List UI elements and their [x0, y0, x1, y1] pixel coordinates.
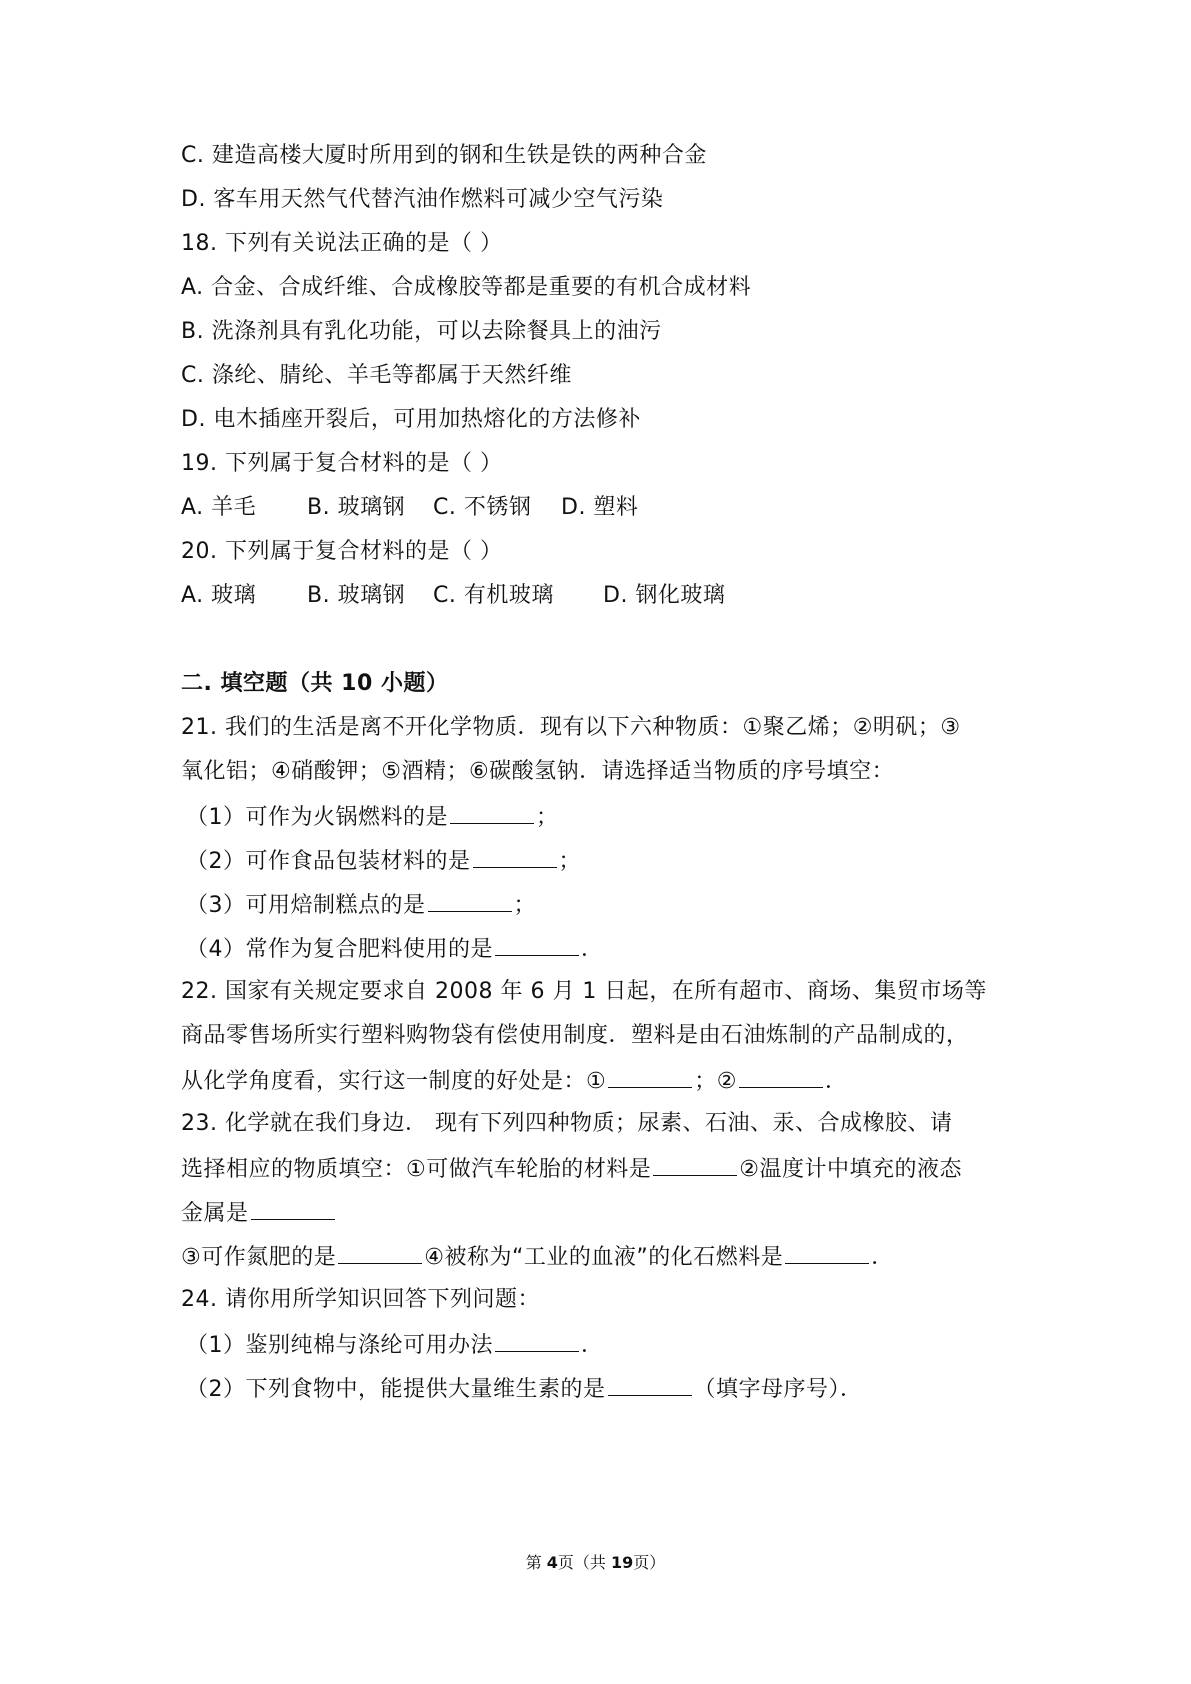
q18-option-b: B. 洗涤剂具有乳化功能，可以去除餐具上的油污: [181, 319, 662, 344]
q19-option-c: C. 不锈钢: [433, 495, 532, 520]
q17-option-d: D. 客车用天然气代替汽油作燃料可减少空气污染: [181, 187, 664, 212]
footer-page-number: 4: [546, 1553, 558, 1572]
punctuation: ；: [558, 849, 582, 874]
question-23-line-4: [181, 1241, 1031, 1273]
question-21-line-2: 氧化铝；④硝酸钾；⑤酒精；⑥碳酸氢钠．请选择适当物质的序号填空：: [181, 759, 895, 784]
q20-options: [181, 581, 1031, 611]
answer-blank: [251, 1197, 335, 1220]
punctuation: ；: [536, 805, 559, 830]
q21-item-4: [186, 933, 1036, 965]
q24-item-2: [186, 1373, 1036, 1405]
q21-item-1: [186, 801, 1036, 833]
q21-item-3-text: （3）可用焙制糕点的是: [186, 893, 426, 918]
question-22-line-1: 22. 国家有关规定要求自 2008 年 6 月 1 日起，在所有超市、商场、集贸市场等: [181, 979, 987, 1004]
q20-option-a: A. 玻璃: [181, 583, 257, 608]
answer-blank: [785, 1241, 869, 1264]
question-23-line-3: [181, 1197, 1031, 1229]
answer-blank: [338, 1241, 422, 1264]
q23-text: 选择相应的物质填空：①可做汽车轮胎的材料是: [181, 1157, 652, 1182]
q23-text-2: ②温度计中填充的液态: [739, 1157, 962, 1182]
q23-text-4: ③可作氮肥的是: [181, 1245, 337, 1270]
footer-suffix: 页）: [633, 1553, 666, 1572]
answer-blank: [428, 889, 512, 912]
answer-blank: [450, 801, 534, 824]
q23-text-5: ④被称为“工业的血液”的化石燃料是: [424, 1245, 784, 1270]
punctuation: ；: [513, 893, 537, 918]
answer-blank: [495, 1329, 579, 1352]
question-23-line-1: 23. 化学就在我们身边． 现有下列四种物质；尿素、石油、汞、合成橡胶、请: [181, 1111, 953, 1136]
punctuation: ．: [871, 1245, 894, 1270]
answer-blank: [608, 1065, 692, 1088]
q20-option-d: D. 钢化玻璃: [603, 583, 726, 608]
q21-item-4-text: （4）常作为复合肥料使用的是: [186, 937, 493, 962]
q17-option-c: C. 建造高楼大厦时所用到的钢和生铁是铁的两种合金: [181, 143, 707, 168]
footer-middle: 页（共: [557, 1553, 612, 1572]
q21-item-2: [186, 845, 1036, 877]
q19-option-d: D. 塑料: [561, 495, 639, 520]
answer-blank: [495, 933, 579, 956]
q18-option-d: D. 电木插座开裂后，可用加热熔化的方法修补: [181, 407, 641, 432]
q23-text-3: 金属是: [181, 1201, 249, 1226]
answer-blank: [473, 845, 557, 868]
question-20: 20. 下列属于复合材料的是（ ）: [181, 539, 503, 564]
q21-item-3: [186, 889, 1036, 921]
answer-blank: [608, 1373, 692, 1396]
question-19: 19. 下列属于复合材料的是（ ）: [181, 451, 503, 476]
q24-item-2-text: （2）下列食物中，能提供大量维生素的是: [186, 1377, 606, 1402]
punctuation: ．: [581, 1333, 604, 1358]
q18-option-a: A. 合金、合成纤维、合成橡胶等都是重要的有机合成材料: [181, 275, 752, 300]
q21-item-1-text: （1）可作为火锅燃料的是: [186, 805, 448, 830]
q18-option-c: C. 涤纶、腈纶、羊毛等都属于天然纤维: [181, 363, 572, 388]
answer-blank: [653, 1153, 737, 1176]
section-heading-fill-in: 二. 填空题（共 10 小题）: [181, 671, 449, 696]
q21-item-2-text: （2）可作食品包装材料的是: [186, 849, 471, 874]
question-24: 24. 请你用所学知识回答下列问题：: [181, 1287, 540, 1312]
q20-option-c: C. 有机玻璃: [433, 583, 554, 608]
q19-option-b: B. 玻璃钢: [307, 495, 406, 520]
q19-option-a: A. 羊毛: [181, 495, 257, 520]
q24-item-2-suffix: （填字母序号）．: [693, 1377, 863, 1402]
question-22-line-3: [181, 1065, 1031, 1097]
q22-text: 从化学角度看，实行这一制度的好处是：①: [181, 1069, 607, 1094]
q24-item-1: [186, 1329, 1036, 1361]
question-18: 18. 下列有关说法正确的是（ ）: [181, 231, 503, 256]
punctuation: ．: [581, 937, 604, 962]
q19-options: [181, 493, 1031, 523]
question-22-line-2: 商品零售场所实行塑料购物袋有偿使用制度．塑料是由石油炼制的产品制成的，: [181, 1023, 969, 1048]
footer-prefix: 第: [525, 1553, 547, 1572]
q20-option-b: B. 玻璃钢: [307, 583, 406, 608]
punctuation: ．: [824, 1069, 848, 1094]
question-23-line-2: [181, 1153, 1031, 1185]
footer-total-pages: 19: [611, 1553, 634, 1572]
question-21-line-1: 21. 我们的生活是离不开化学物质．现有以下六种物质：①聚乙烯；②明矾；③: [181, 715, 961, 740]
page-footer: [0, 1552, 1191, 1574]
q24-item-1-text: （1）鉴别纯棉与涤纶可用办法: [186, 1333, 493, 1358]
q22-text-2: ；②: [694, 1069, 737, 1094]
answer-blank: [739, 1065, 823, 1088]
